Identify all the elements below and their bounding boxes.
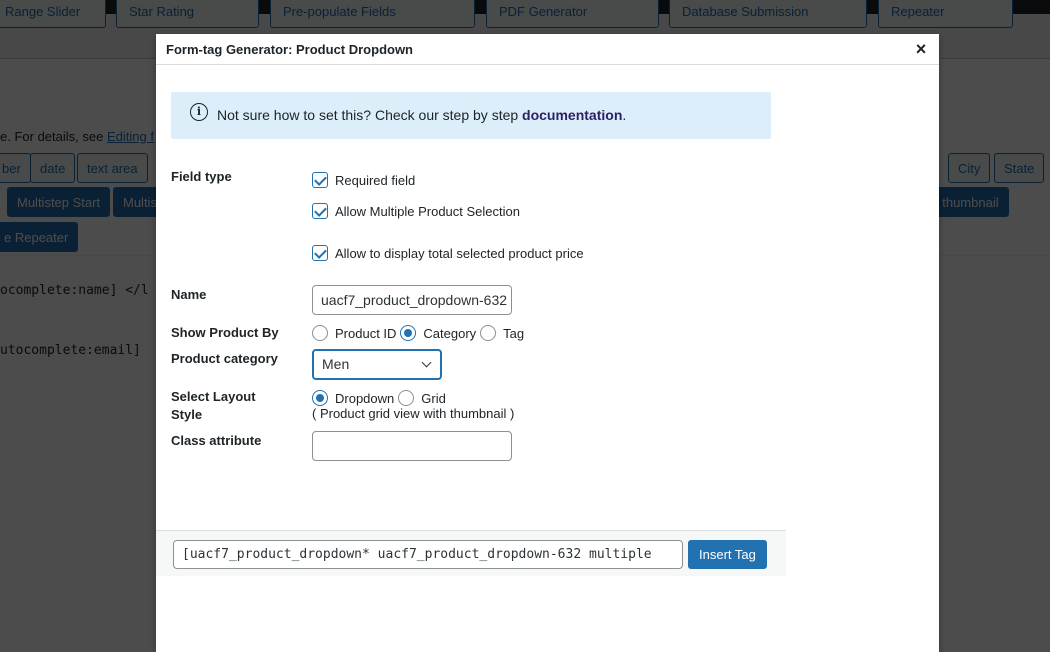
documentation-link[interactable]: documentation	[522, 107, 623, 123]
display-total-price-option[interactable]: Allow to display total selected product price	[312, 244, 584, 262]
required-field-option[interactable]: Required field	[312, 171, 415, 189]
modal-title: Form-tag Generator: Product Dropdown	[166, 42, 413, 57]
show-product-by-options: Product ID Category Tag	[312, 324, 528, 342]
checkbox-checked[interactable]	[312, 203, 328, 219]
radio-dropdown[interactable]	[312, 390, 328, 406]
layout-hint: ( Product grid view with thumbnail )	[312, 406, 515, 421]
insert-tag-button[interactable]: Insert Tag	[688, 540, 767, 569]
name-input[interactable]: uacf7_product_dropdown-632	[312, 285, 512, 315]
checkbox-checked[interactable]	[312, 172, 328, 188]
info-notice	[171, 92, 771, 139]
field-type-label: Field type	[171, 169, 232, 184]
chevron-down-icon	[422, 358, 432, 368]
class-attribute-label: Class attribute	[171, 433, 262, 448]
insert-box	[156, 530, 786, 576]
product-category-select[interactable]: Men	[312, 349, 442, 380]
allow-multiple-option[interactable]: Allow Multiple Product Selection	[312, 202, 520, 220]
notice-text: Not sure how to set this? Check our step by step documentation.	[217, 107, 627, 123]
layout-style-label: Select Layout Style	[171, 389, 256, 422]
radio-category[interactable]	[400, 325, 416, 341]
info-circle-icon: i	[190, 103, 208, 121]
modal-header	[156, 34, 939, 65]
class-attribute-input[interactable]	[312, 431, 512, 461]
generated-tag-field[interactable]: [uacf7_product_dropdown* uacf7_product_dropdown-632 multiple	[173, 540, 683, 569]
product-category-label: Product category	[171, 351, 278, 366]
layout-style-options: Dropdown Grid	[312, 389, 450, 407]
checkbox-checked[interactable]	[312, 245, 328, 261]
name-label: Name	[171, 287, 207, 302]
close-icon[interactable]: ×	[915, 39, 927, 59]
show-product-by-label: Show Product By	[171, 325, 279, 340]
form-tag-generator-modal	[156, 34, 939, 652]
radio-product-id[interactable]	[312, 325, 328, 341]
radio-grid[interactable]	[398, 390, 414, 406]
radio-tag[interactable]	[480, 325, 496, 341]
